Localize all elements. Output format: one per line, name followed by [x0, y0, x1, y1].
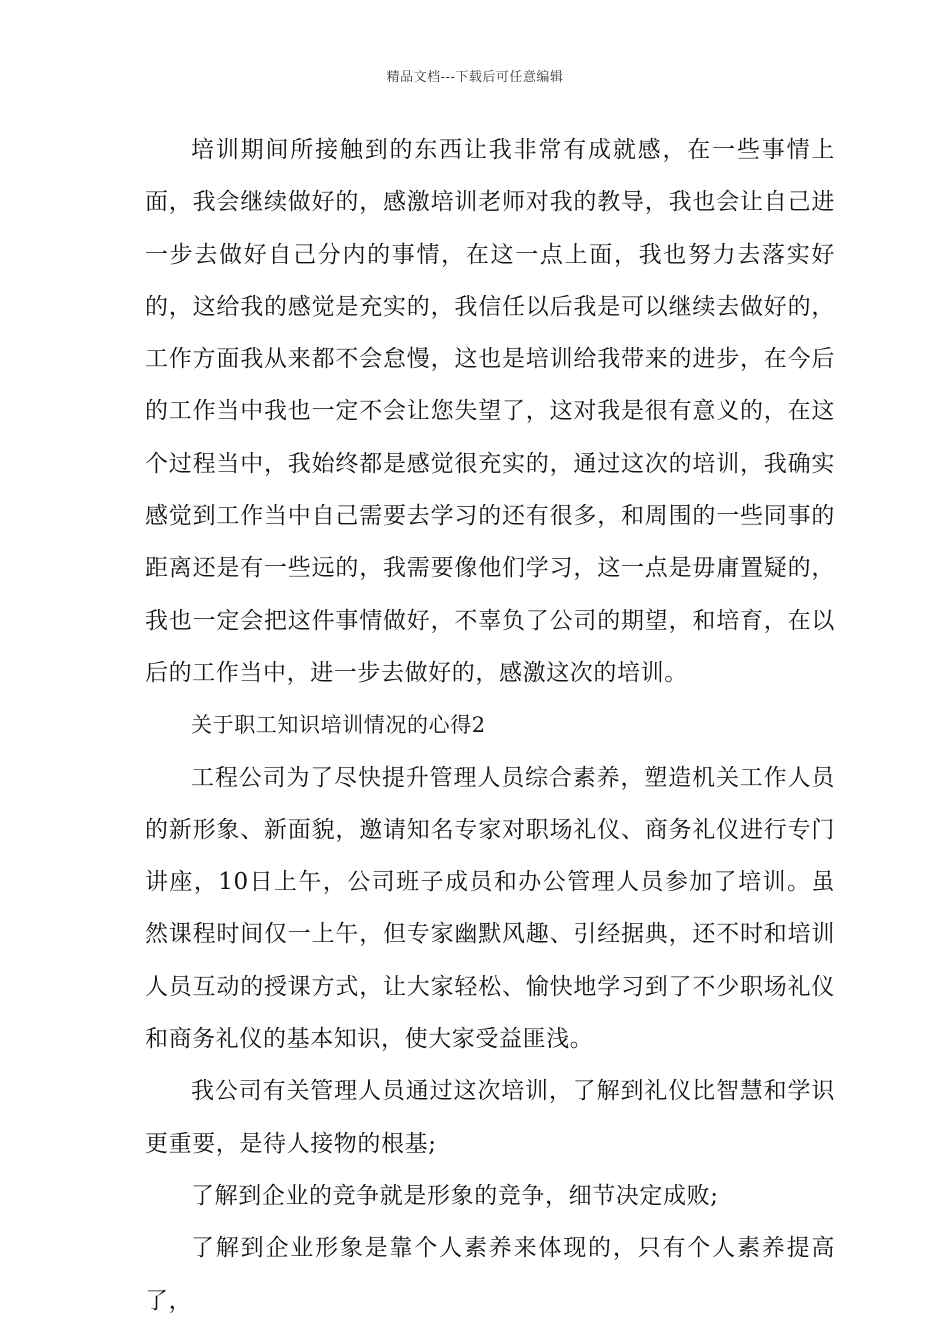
section-heading: 关于职工知识培训情况的心得2 — [191, 713, 486, 738]
body-paragraph: 培训期间所接触到的东西让我非常有成就感，在一些事情上面，我会继续做好的，感激培训老师对我的教导，我也会让自己进一步去做好自己分内的事情，在这一点上面，我也努力去落实好的，这给我的感觉是充实的，我信任以后我是可以继续去做好的，工作方面我从来都不会怠慢，这也是培训给我带来的进步，在今后的工作当中我也一定不会让您失望了，这对我是很有意义的，在这个过程当中，我始终都是感觉很充实的，通过这次的培训，我确实感觉到工作当中自己需要去学习的还有很多，和周围的一些同事的距离还是有一些远的，我需要像他们学习，这一点是毋庸置疑的，我也一定会把这件事情做好，不辜负了公司的期望，和培育，在以后的工作当中，进一步去做好的，感激这次的培训。 — [145, 137, 835, 686]
body-paragraph: 了解到企业形象是靠个人素养来体现的，只有个人素养提高了， — [145, 1235, 835, 1314]
body-paragraph: 工程公司为了尽快提升管理人员综合素养，塑造机关工作人员的新形象、新面貌，邀请知名专家对职场礼仪、商务礼仪进行专门讲座，10日上午，公司班子成员和办公管理人员参加了培训。虽然课程时间仅一上午，但专家幽默风趣、引经据典，还不时和培训人员互动的授课方式，让大家轻松、愉快地学习到了不少职场礼仪和商务礼仪的基本知识，使大家受益匪浅。 — [145, 764, 835, 1053]
body-paragraph: 我公司有关管理人员通过这次培训，了解到礼仪比智慧和学识更重要，是待人接物的根基; — [145, 1078, 835, 1157]
body-paragraph: 了解到企业的竞争就是形象的竞争，细节决定成败; — [191, 1182, 719, 1209]
page-header: 精品文档---下载后可任意编辑 — [386, 70, 564, 85]
document-body — [145, 124, 835, 1327]
